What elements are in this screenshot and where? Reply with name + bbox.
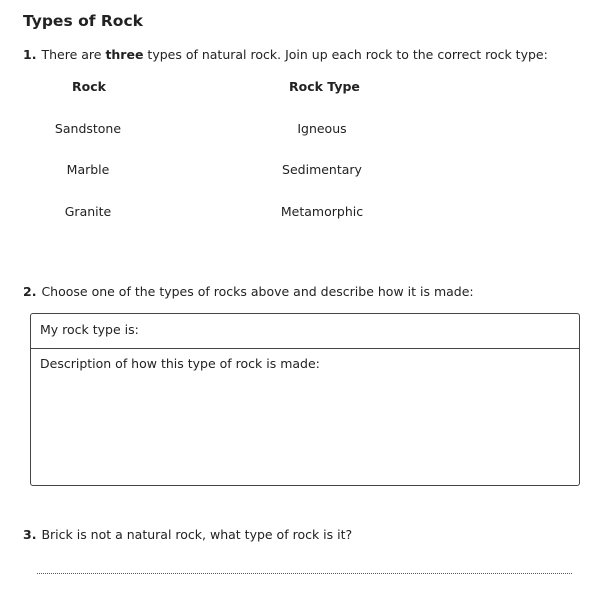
- rock-item-granite[interactable]: Granite: [64, 204, 112, 219]
- question-1-text-before: There are: [41, 47, 102, 62]
- question-1-emphasis: three: [105, 47, 144, 62]
- rock-type-item-metamorphic[interactable]: Metamorphic: [280, 204, 364, 219]
- rock-type-answer-label: My rock type is:: [40, 322, 139, 337]
- rock-item-sandstone[interactable]: Sandstone: [54, 121, 122, 136]
- question-2: [23, 284, 474, 299]
- question-1-number: 1.: [23, 47, 37, 62]
- page-title: Types of Rock: [23, 12, 143, 30]
- question-3-number: 3.: [23, 527, 37, 542]
- question-2-text: Choose one of the types of rocks above and describe how it is made:: [41, 284, 474, 299]
- description-answer-label: Description of how this type of rock is made:: [40, 356, 320, 371]
- rock-type-item-sedimentary[interactable]: Sedimentary: [282, 162, 362, 177]
- rock-column-header: Rock: [72, 79, 106, 94]
- answer-dotted-line[interactable]: [37, 573, 572, 574]
- rock-type-answer-box[interactable]: [30, 313, 580, 349]
- rock-type-column-header: Rock Type: [289, 79, 360, 94]
- rock-type-item-igneous[interactable]: Igneous: [297, 121, 347, 136]
- question-3: [23, 527, 352, 542]
- question-2-number: 2.: [23, 284, 37, 299]
- question-3-text: Brick is not a natural rock, what type of rock is it?: [41, 527, 353, 542]
- description-answer-box[interactable]: [30, 348, 580, 486]
- question-1: [23, 47, 548, 62]
- rock-item-marble[interactable]: Marble: [66, 162, 110, 177]
- question-1-text-after: types of natural rock. Join up each rock to the correct rock type:: [147, 47, 548, 62]
